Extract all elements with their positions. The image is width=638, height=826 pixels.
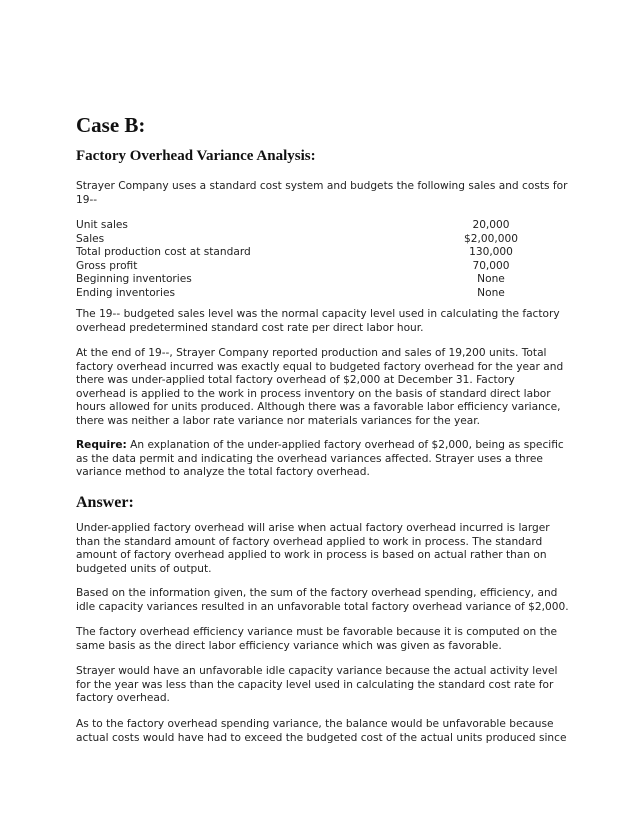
paragraph-line: overhead is applied to the work in process inventory on the basis of standard direct labor [76,387,551,400]
paragraph-line: overhead predetermined standard cost rate per direct labor hour. [76,321,424,334]
require-paragraph [76,439,576,480]
section-subtitle: Factory Overhead Variance Analysis: [76,148,316,164]
budget-table [76,219,526,300]
table-row [76,260,526,274]
row-label: Unit sales [76,219,128,231]
paragraph-line: than the standard amount of factory overhead applied to work in process. The standard [76,535,543,548]
paragraph-line: same basis as the direct labor efficiency variance which was given as favorable. [76,639,502,652]
table-row [76,246,526,260]
table-row [76,233,526,247]
answer-paragraph-2 [76,587,576,614]
row-label: Beginning inventories [76,273,192,285]
row-value: 70,000 [472,259,510,272]
row-label: Ending inventories [76,286,176,299]
row-label: Gross profit [76,259,138,272]
paragraph-line: actual costs would have had to exceed the budgeted cost of the actual units produced since [76,731,567,744]
row-value: 20,000 [472,219,510,231]
row-label: Total production cost at standard [76,246,251,258]
paragraph-line: there was under-applied total factory overhead of $2,000 at December 31. Factory [76,374,515,386]
paragraph-line: Based on the information given, the sum of the factory overhead spending, efficiency, and [76,587,558,599]
table-row [76,273,526,287]
paragraph-line: factory overhead incurred was exactly equal to budgeted factory overhead for the year and [76,360,564,373]
paragraph-line: The factory overhead efficiency variance must be favorable because it is computed on the [76,626,557,638]
paragraph-line: As to the factory overhead spending variance, the balance would be unfavorable because [76,718,554,730]
require-label: Require: [76,439,127,451]
paragraph-line: amount of factory overhead applied to work in process is based on actual rather than on [76,549,547,561]
answer-paragraph-1 [76,522,576,576]
paragraph-line: hours allowed for units produced. Although there was a favorable labor efficiency variance, [76,401,561,413]
year-end-paragraph [76,347,576,428]
normal-capacity-paragraph [76,308,576,335]
intro-paragraph [76,180,576,207]
paragraph-line: factory overhead. [76,692,170,704]
paragraph-line: variance method to analyze the total factory overhead. [76,466,370,478]
case-title: Case B: [76,113,146,137]
answer-heading: Answer: [76,494,134,511]
row-value: None [477,286,505,299]
paragraph-line: for the year was less than the capacity level used in calculating the standard cost rate for [76,678,554,691]
table-row [76,287,526,301]
row-value: 130,000 [469,246,513,258]
paragraph-line: Under-applied factory overhead will arise when actual factory overhead incurred is larger [76,522,550,534]
answer-paragraph-4 [76,665,576,706]
paragraph-line: idle capacity variances resulted in an unfavorable total factory overhead variance of $2,000. [76,600,569,613]
paragraph-line: At the end of 19--, Strayer Company reported production and sales of 19,200 units. Total [76,347,547,359]
table-row [76,219,526,233]
paragraph-line: Strayer would have an unfavorable idle capacity variance because the actual activity level [76,665,558,677]
require-text: An explanation of the under-applied factory overhead of $2,000, being as specific [126,439,564,451]
row-value: $2,00,000 [464,232,518,245]
paragraph-line: as the data permit and indicating the overhead variances affected. Strayer uses a three [76,452,543,465]
row-label: Sales [76,232,105,245]
row-value: None [477,273,505,285]
paragraph-line: budgeted units of output. [76,562,212,575]
paragraph-line [76,439,576,453]
answer-paragraph-3 [76,626,576,653]
paragraph-line: The 19-- budgeted sales level was the normal capacity level used in calculating the factory [76,308,560,320]
paragraph-line: there was neither a labor rate variance nor materials variances for the year. [76,414,481,427]
answer-paragraph-5 [76,718,576,745]
intro-line: 19-- [76,193,98,206]
intro-line: Strayer Company uses a standard cost system and budgets the following sales and costs for [76,180,568,192]
